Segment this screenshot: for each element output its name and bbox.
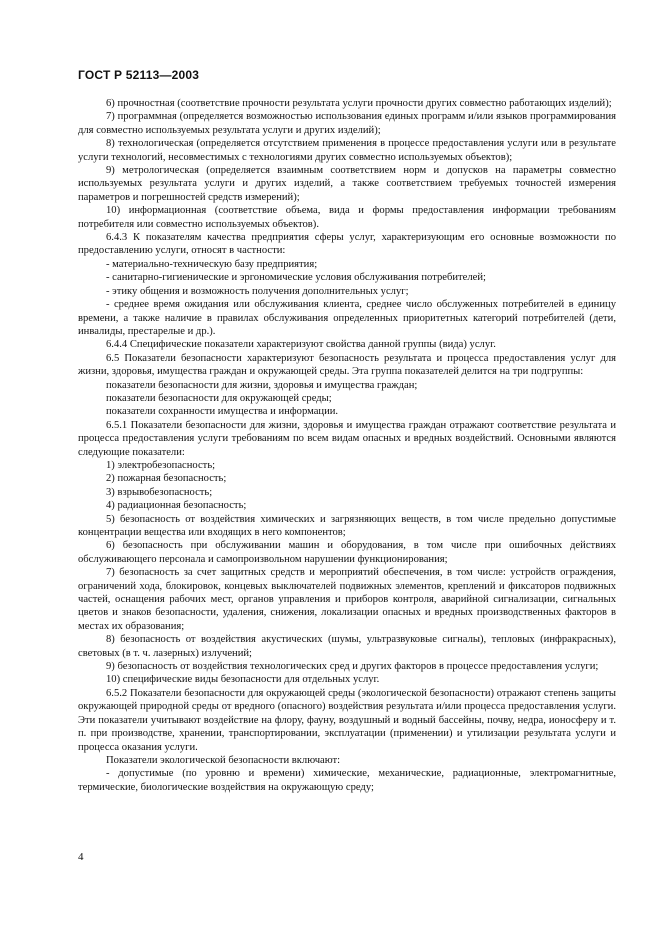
paragraph: 9) метрологическая (определяется взаимным соответствием норм и допусков на параметры совместно используемых результата услуги и других изделий, а также соответствием требуемых точностей измерения параметров и погрешностей средств измерений); — [78, 165, 616, 203]
paragraph: 2) пожарная безопасность; — [106, 473, 227, 485]
paragraph: 7) программная (определяется возможностью использования единых программ и/или языков программирования для совместно используемых результата услуги и других изделий); — [78, 111, 616, 136]
paragraph: 6.4.4 Специфические показатели характеризуют свойства данной группы (вида) услуг. — [106, 339, 496, 351]
paragraph: 3) взрывобезопасность; — [106, 486, 213, 498]
paragraph: 7) безопасность за счет защитных средств и мероприятий обеспечения, в том числе: устройств ограждения, ограничений хода, блокировок, концевых выключателей подвижных элементов, креплений и фиксаторов подвижных частей, оснащения рабочих мест, органов управления и приборов контроля, аварийной сигнализации, сигнальных цветов и знаков безопасности, удаления, снижения, локализации опасных и вредных производственных факторов в местах их образования; — [78, 567, 616, 632]
paragraph: - допустимые (по уровню и времени) химические, механические, радиационные, электромагнитные, термические, биологические воздействия на окружающую среду; — [78, 768, 616, 793]
paragraph: 4) радиационная безопасность; — [106, 500, 247, 512]
paragraph: Показатели экологической безопасности включают: — [106, 754, 341, 766]
paragraph: 6.4.3 К показателям качества предприятия сферы услуг, характеризующим его основные возможности по предоставлению услуги, относят в частности: — [78, 232, 616, 257]
paragraph: показатели сохранности имущества и информации. — [106, 406, 339, 418]
paragraph: показатели безопасности для окружающей среды; — [106, 392, 332, 404]
paragraph: 6.5.2 Показатели безопасности для окружающей среды (экологической безопасности) отражают степень защиты окружающей природной среды от вредного (опасного) воздействия результата и/или процесса предоставления услуги. Эти показатели учитывают воздействие на флору, фауну, воздушный и водный бассейны, почву, недра, ионосферу и т. п. при производстве, хранении, транспортировании, эксплуатации (применении) и утилизации результата услуги и процесса оказания услуги. — [78, 687, 616, 753]
paragraph: 8) безопасность от воздействия акустических (шумы, ультразвуковые сигналы), тепловых (инфракрасных), световых (в т. ч. лазерных) излучений; — [78, 634, 616, 659]
paragraph: 6) безопасность при обслуживании машин и оборудования, в том числе при ошибочных действиях обслуживающего персонала и самопроизвольном нарушении функционирования; — [78, 540, 616, 565]
paragraph: показатели безопасности для жизни, здоровья и имущества граждан; — [106, 379, 418, 391]
paragraph: 10) информационная (соответствие объема, вида и формы предоставления информации требованиям потребителя или совместно используемых объектов). — [78, 205, 616, 230]
paragraph: 9) безопасность от воздействия технологических сред и других факторов в процессе предоставления услуги; — [106, 661, 599, 673]
paragraph: - этику общения и возможность получения дополнительных услуг; — [106, 285, 409, 297]
paragraph: - материально-техническую базу предприятия; — [106, 258, 318, 270]
document-header: ГОСТ Р 52113—2003 — [78, 68, 200, 82]
page-number: 4 — [78, 851, 84, 863]
paragraph: 8) технологическая (определяется отсутствием применения в процессе предоставления услуги или в результате услуги технологий, несовместимых с технологиями других совместно используемых объектов); — [78, 138, 616, 163]
paragraph: 1) электробезопасность; — [106, 459, 216, 471]
paragraph: 10) специфические виды безопасности для отдельных услуг. — [106, 674, 380, 686]
paragraph: 6.5.1 Показатели безопасности для жизни, здоровья и имущества граждан отражают соответствие результата и процесса предоставления услуги требованиям по всем видам опасных и вредных воздействий. Основными являются следующие показатели: — [78, 419, 616, 458]
paragraph: - санитарно-гигиенические и эргономические условия обслуживания потребителей; — [106, 272, 486, 284]
paragraph: 6) прочностная (соответствие прочности результата услуги прочности других совместно работающих изделий); — [106, 98, 612, 109]
paragraph: 5) безопасность от воздействия химических и загрязняющих веществ, в том числе предельно допустимые концентрации вещества или входящих в него компонентов; — [78, 513, 616, 538]
paragraph: - среднее время ожидания или обслуживания клиента, среднее число обслуженных потребителей в единицу времени, а также наличие в правилах обслуживания определенных приоритетных категорий потребителей (дети, инвалиды, престарелые и др.). — [78, 299, 616, 337]
paragraph: 6.5 Показатели безопасности характеризуют безопасность результата и процесса предоставления услуг для жизни, здоровья, имущества граждан и окружающей среды. Эта группа показателей делится на три подгруппы: — [78, 352, 616, 378]
document-body — [78, 97, 616, 794]
